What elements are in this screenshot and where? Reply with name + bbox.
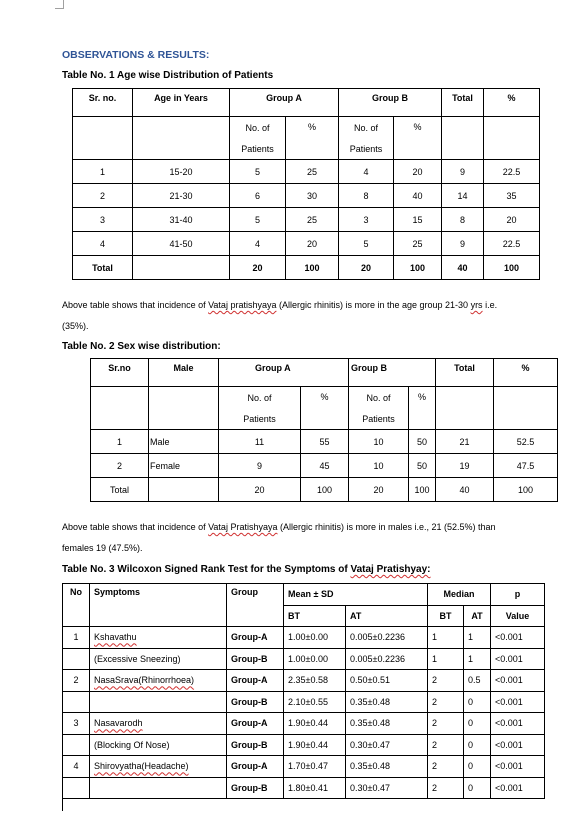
header-cell: AT [464, 605, 491, 627]
table-cell: 3 [63, 713, 90, 735]
subheader-cell: % [394, 117, 442, 160]
table-cell: 2.10±0.55 [284, 691, 346, 713]
header-cell: Age in Years [133, 89, 230, 117]
header-cell: Group A [219, 359, 349, 387]
table-cell: 1 [428, 627, 464, 649]
table-cell: 9 [219, 454, 301, 478]
table-cell [63, 734, 90, 756]
table-cell: 0.50±0.51 [346, 670, 428, 692]
header-cell: Value [491, 605, 545, 627]
symptom-text: Shirovyatha(Headache) [94, 761, 189, 772]
table-cell: 4 [63, 756, 90, 778]
table-cell: 5 [230, 208, 286, 232]
table-cell [90, 627, 227, 649]
caption-text: Table No. 3 Wilcoxon Signed Rank Test for the Symptoms of [62, 564, 351, 575]
table-cell: 41-50 [133, 232, 230, 256]
table-cell: 2 [428, 756, 464, 778]
table-cell: 20 [394, 160, 442, 184]
subheader-cell: Patients [339, 138, 394, 160]
table-cell: Group-A [227, 713, 284, 735]
paragraph-term: Vataj pratishyaya [208, 300, 277, 310]
table-row [73, 208, 540, 232]
header-cell: % [484, 89, 540, 117]
table-row [73, 232, 540, 256]
paragraph-term: yrs [470, 300, 483, 310]
table3-caption [62, 564, 431, 575]
table-cell: 9 [442, 232, 484, 256]
paragraph-text: Above table shows that incidence of [62, 522, 209, 532]
table-cell: 40 [436, 478, 494, 502]
table-cell: 0 [464, 756, 491, 778]
header-cell: Sr.no [91, 359, 149, 387]
table-cell: 1 [464, 627, 491, 649]
header-cell: AT [346, 605, 428, 627]
paragraph-sex-summary [62, 517, 569, 559]
table-cell: 2 [73, 184, 133, 208]
table-cell: 25 [286, 208, 339, 232]
table-cell: 0 [464, 691, 491, 713]
table-cell [90, 756, 227, 778]
table-cell: 47.5 [494, 454, 558, 478]
table-cell: Group-B [227, 734, 284, 756]
table-cell: 0.30±0.47 [346, 734, 428, 756]
table-cell: 20 [219, 478, 301, 502]
table-cell: Group-A [227, 756, 284, 778]
paragraph-text: i.e. [482, 300, 498, 310]
table-cell: <0.001 [491, 713, 545, 735]
table-cell: 2 [428, 713, 464, 735]
paragraph-text: Above table shows that incidence of [62, 300, 209, 310]
table-row [73, 184, 540, 208]
header-cell: BT [284, 605, 346, 627]
paragraph-term: Vataj Pratishyaya [208, 522, 278, 532]
wilcoxon-test-table [62, 583, 545, 799]
paragraph-text: (Allergic rhinitis) is more in males i.e., 21 (52.5%) than [277, 522, 496, 532]
table-cell: 15 [394, 208, 442, 232]
header-cell: Group B [339, 89, 442, 117]
table-cell: 2 [91, 454, 149, 478]
table-cell: 1.90±0.44 [284, 734, 346, 756]
table-cell: Male [149, 430, 219, 454]
table-cell: 0 [464, 777, 491, 799]
subheader-cell: No. of [230, 117, 286, 139]
table-cell: Group-B [227, 777, 284, 799]
table-cell: 1 [464, 648, 491, 670]
sex-distribution-table [90, 358, 558, 502]
paragraph-text: (35%). [62, 321, 89, 331]
table-row [73, 160, 540, 184]
table-cell: Group-B [227, 691, 284, 713]
table-cell: 1.80±0.41 [284, 777, 346, 799]
table-cell: 8 [339, 184, 394, 208]
table-total-row [91, 478, 558, 502]
table-cell: 50 [409, 454, 436, 478]
table-total-row [73, 256, 540, 280]
table-cell: 100 [494, 478, 558, 502]
table-cell: 100 [286, 256, 339, 280]
table-cell: (Excessive Sneezing) [90, 648, 227, 670]
table-cell: 4 [73, 232, 133, 256]
table-cell: 0.005±0.2236 [346, 648, 428, 670]
header-cell: BT [428, 605, 464, 627]
table-cell: Group-B [227, 648, 284, 670]
table-cell: 35 [484, 184, 540, 208]
text-cursor[interactable] [62, 797, 63, 811]
symptom-text: Kshavathu [94, 632, 137, 643]
table1-caption: Table No. 1 Age wise Distribution of Patients [62, 70, 274, 81]
table-cell: Group-A [227, 627, 284, 649]
table-row [63, 734, 545, 756]
table-header-row [73, 89, 540, 117]
table-cell: 1.70±0.47 [284, 756, 346, 778]
table-cell: 2 [428, 734, 464, 756]
table-cell: Group-A [227, 670, 284, 692]
table-row [63, 691, 545, 713]
table-cell: 50 [409, 430, 436, 454]
table-cell [90, 691, 227, 713]
table-cell: 0.5 [464, 670, 491, 692]
table-row [63, 627, 545, 649]
table-cell: 20 [230, 256, 286, 280]
table-cell: 0 [464, 734, 491, 756]
table-cell: 20 [349, 478, 409, 502]
subheader-cell: Patients [349, 408, 409, 430]
table-cell [63, 691, 90, 713]
subheader-cell: Patients [230, 138, 286, 160]
table-row [91, 430, 558, 454]
section-heading: OBSERVATIONS & RESULTS: [62, 49, 210, 61]
table-cell: 2 [428, 691, 464, 713]
table-cell: 52.5 [494, 430, 558, 454]
table-cell: 0.30±0.47 [346, 777, 428, 799]
subheader-cell: % [409, 387, 436, 430]
table-cell: 100 [484, 256, 540, 280]
table-cell: Total [91, 478, 149, 502]
table-cell [90, 777, 227, 799]
table-cell: <0.001 [491, 756, 545, 778]
table-cell: 15-20 [133, 160, 230, 184]
table-cell: 40 [442, 256, 484, 280]
subheader-cell: % [286, 117, 339, 160]
subheader-cell: Patients [219, 408, 301, 430]
table-cell: 22.5 [484, 232, 540, 256]
table-row [63, 713, 545, 735]
table-cell: 2 [63, 670, 90, 692]
table-cell: 31-40 [133, 208, 230, 232]
table-cell: 1.00±0.00 [284, 627, 346, 649]
table-cell: 20 [484, 208, 540, 232]
page-corner-marker [55, 0, 64, 9]
table-cell: Female [149, 454, 219, 478]
table-cell: 100 [409, 478, 436, 502]
table-cell: 1.00±0.00 [284, 648, 346, 670]
header-cell: Median [428, 584, 491, 606]
header-cell: Sr. no. [73, 89, 133, 117]
table-cell: 11 [219, 430, 301, 454]
table-cell: 21-30 [133, 184, 230, 208]
table-cell: 1 [428, 648, 464, 670]
table-row [63, 756, 545, 778]
table-cell: <0.001 [491, 670, 545, 692]
subheader-cell: No. of [339, 117, 394, 139]
table-cell: <0.001 [491, 777, 545, 799]
subheader-cell: No. of [219, 387, 301, 409]
table-cell: 100 [301, 478, 349, 502]
paragraph-age-summary [62, 295, 569, 337]
table-cell [90, 670, 227, 692]
table-row [63, 777, 545, 799]
table-cell: 22.5 [484, 160, 540, 184]
table-cell: <0.001 [491, 734, 545, 756]
table-cell: 20 [286, 232, 339, 256]
table-subheader-row [91, 387, 558, 409]
table-cell: Total [73, 256, 133, 280]
table-cell: 30 [286, 184, 339, 208]
table-cell [63, 777, 90, 799]
subheader-cell: No. of [349, 387, 409, 409]
header-cell: Group [227, 584, 284, 627]
header-cell: Symptoms [90, 584, 227, 627]
table-header-row [63, 584, 545, 606]
paragraph-text: (Allergic rhinitis) is more in the age group 21-30 [276, 300, 471, 310]
table-cell [63, 648, 90, 670]
header-cell: p [491, 584, 545, 606]
table-cell: 4 [339, 160, 394, 184]
table-cell: 2 [428, 777, 464, 799]
table-cell: 2 [428, 670, 464, 692]
table-row [91, 454, 558, 478]
table-cell: 8 [442, 208, 484, 232]
table-cell: 19 [436, 454, 494, 478]
header-cell: Group B [349, 359, 436, 387]
header-cell: Total [436, 359, 494, 387]
table-subheader-row [73, 117, 540, 139]
table-cell: 10 [349, 454, 409, 478]
table-cell: 3 [339, 208, 394, 232]
table-cell: (Blocking Of Nose) [90, 734, 227, 756]
table-cell: 5 [230, 160, 286, 184]
table-cell: 1.90±0.44 [284, 713, 346, 735]
table-cell: 0.35±0.48 [346, 713, 428, 735]
table-cell: 20 [339, 256, 394, 280]
table-cell: 0 [464, 713, 491, 735]
table-cell: 1 [63, 627, 90, 649]
table-cell: 5 [339, 232, 394, 256]
table-cell: 0.35±0.48 [346, 691, 428, 713]
table-cell: 55 [301, 430, 349, 454]
caption-term: Vataj Pratishyay: [350, 564, 431, 575]
header-cell: Mean ± SD [284, 584, 428, 606]
table2-caption: Table No. 2 Sex wise distribution: [62, 341, 221, 352]
subheader-cell: % [301, 387, 349, 430]
header-cell: Total [442, 89, 484, 117]
table-cell: <0.001 [491, 691, 545, 713]
table-cell: 9 [442, 160, 484, 184]
header-cell: Male [149, 359, 219, 387]
header-cell: Group A [230, 89, 339, 117]
table-cell: 14 [442, 184, 484, 208]
table-cell: 6 [230, 184, 286, 208]
table-cell: <0.001 [491, 648, 545, 670]
table-cell: 21 [436, 430, 494, 454]
age-distribution-table [72, 88, 540, 280]
table-cell: 1 [73, 160, 133, 184]
table-cell: 2.35±0.58 [284, 670, 346, 692]
table-header-row [91, 359, 558, 387]
table-row [63, 648, 545, 670]
table-cell: 0.35±0.48 [346, 756, 428, 778]
table-cell: 10 [349, 430, 409, 454]
table-cell: 0.005±0.2236 [346, 627, 428, 649]
table-row [63, 670, 545, 692]
table-cell: 40 [394, 184, 442, 208]
paragraph-text: females 19 (47.5%). [62, 543, 143, 553]
table-cell: 45 [301, 454, 349, 478]
table-cell: 25 [394, 232, 442, 256]
table-cell: <0.001 [491, 627, 545, 649]
table-cell [90, 713, 227, 735]
symptom-text: NasaSrava(Rhinorrhoea) [94, 675, 195, 686]
header-cell: No [63, 584, 90, 627]
table-cell: 1 [91, 430, 149, 454]
symptom-text: Nasavarodh [94, 718, 143, 729]
table-cell: 4 [230, 232, 286, 256]
header-cell: % [494, 359, 558, 387]
table-cell: 25 [286, 160, 339, 184]
table-cell: 3 [73, 208, 133, 232]
table-cell: 100 [394, 256, 442, 280]
